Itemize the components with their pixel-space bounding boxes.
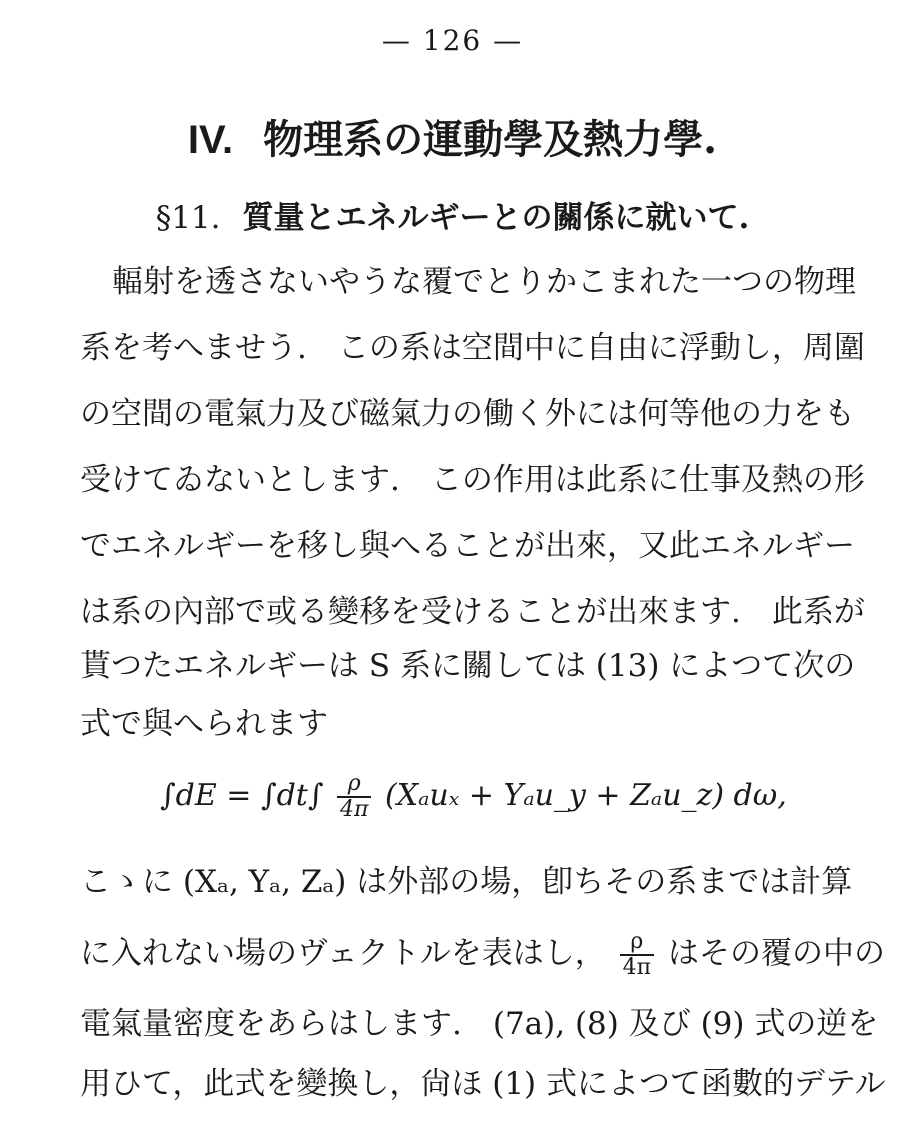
text-line: は系の內部で或る變移を受けることが出來ます. 此系が (80, 594, 865, 630)
equation-right: (Xₐuₓ + Yₐu_y + Zₐu_z) dω, (385, 778, 787, 813)
text-line: 式で與へられます (80, 706, 328, 742)
text-line: でエネルギーを移し與へることが出來，又此エネルギー (80, 528, 855, 564)
text-line: 受けてゐないとします. この作用は此系に仕事及熱の形 (80, 462, 865, 498)
equation-fraction (337, 772, 371, 822)
text-line: 貰つたエネルギーは S 系に關しては (13) によつて次の (80, 648, 856, 684)
text-line: 系を考へませう. この系は空間中に自由に浮動し，周圍 (80, 330, 865, 366)
text-line: こゝに (Xₐ, Yₐ, Zₐ) は外部の場，卽ちその系までは計算 (80, 864, 853, 900)
text-line: の空間の電氣力及び磁氣力の働く外には何等他の力をも (80, 396, 855, 432)
section-heading (0, 192, 905, 237)
text-line: 電氣量密度をあらはします. (7a), (8) 及び (9) 式の逆を (80, 1006, 879, 1042)
fraction-numerator: ρ (337, 772, 371, 798)
fraction-denominator: 4π (622, 955, 652, 980)
text-segment: はその覆の中の (667, 935, 885, 972)
page-number: — 126 — (381, 24, 524, 57)
fraction-denominator: 4π (340, 797, 369, 822)
text-line: 輻射を透さないやうな覆でとりかこまれた一つの物理 (112, 264, 856, 300)
text-segment: に入れない場のヴェクトルを表はし， (80, 935, 606, 972)
section-title: 質量とエネルギーとの關係に就いて. (242, 200, 750, 236)
chapter-title: 物理系の運動學及熱力學. (263, 116, 718, 163)
chapter-number: IV. (187, 118, 234, 162)
fraction-numerator: ρ (620, 930, 654, 956)
section-number: §11. (155, 200, 221, 236)
energy-equation (160, 766, 787, 826)
chapter-heading (0, 108, 905, 165)
equation-left: ∫dE = ∫dt∫ (160, 778, 324, 813)
density-fraction (620, 930, 654, 980)
text-line (80, 929, 885, 980)
text-line: 用ひて，此式を變換し，尙ほ (1) 式によつて函數的デテル (80, 1066, 886, 1102)
